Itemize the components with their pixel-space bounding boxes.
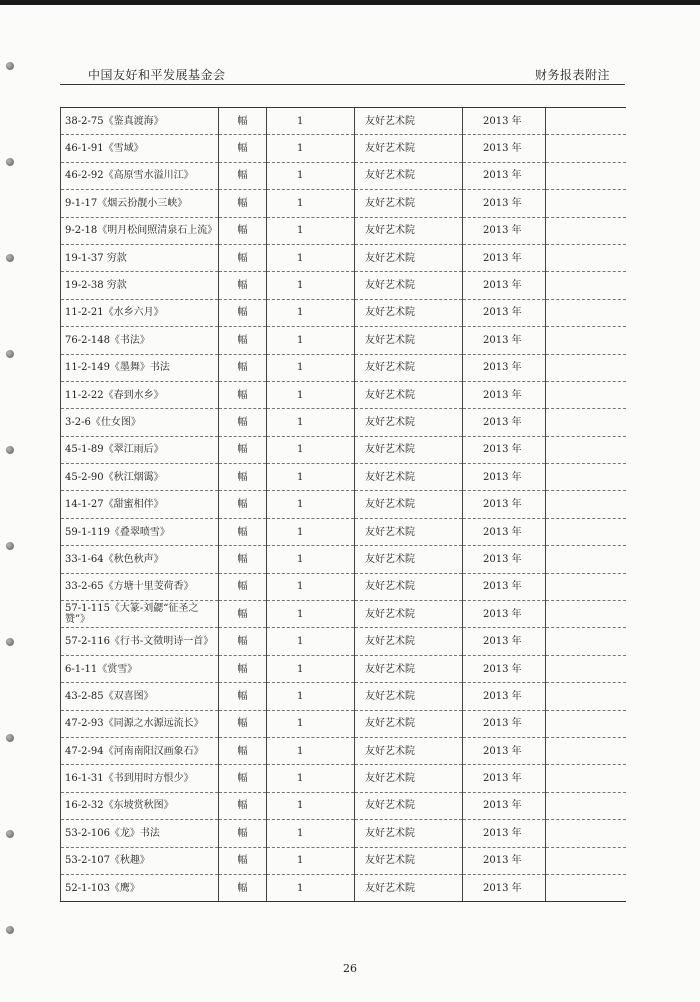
cell-item: 53-2-106《龙》书法: [61, 820, 219, 847]
cell-item: 14-1-27《甜蜜相伴》: [61, 491, 219, 518]
cell-year: 2013 年: [463, 464, 546, 491]
cell-holder: 友好艺术院: [355, 847, 463, 874]
cell-year: 2013 年: [463, 381, 546, 408]
cell-year: 2013 年: [463, 108, 546, 135]
organization-name: 中国友好和平发展基金会: [88, 68, 226, 82]
cell-qty: 1: [267, 792, 355, 819]
cell-item: 45-2-90《秋江烟霭》: [61, 464, 219, 491]
cell-blank: [546, 765, 626, 792]
cell-blank: [546, 792, 626, 819]
cell-year: 2013 年: [463, 628, 546, 655]
cell-item: 53-2-107《秋趣》: [61, 847, 219, 874]
cell-unit: 幅: [219, 518, 267, 545]
cell-item: 33-1-64《秋色秋声》: [61, 546, 219, 573]
cell-blank: [546, 847, 626, 874]
cell-qty: 1: [267, 272, 355, 299]
page-number: 26: [343, 962, 357, 975]
cell-qty: 1: [267, 573, 355, 600]
cell-year: 2013 年: [463, 162, 546, 189]
cell-unit: 幅: [219, 601, 267, 628]
cell-holder: 友好艺术院: [355, 601, 463, 628]
cell-item: 16-2-32《东坡赏秋图》: [61, 792, 219, 819]
cell-blank: [546, 820, 626, 847]
cell-unit: 幅: [219, 409, 267, 436]
cell-holder: 友好艺术院: [355, 272, 463, 299]
cell-item: 3-2-6《仕女图》: [61, 409, 219, 436]
cell-blank: [546, 190, 626, 217]
binder-hole-icon: [6, 542, 14, 550]
table-row: [61, 546, 626, 573]
table-row: [61, 792, 626, 819]
cell-holder: 友好艺术院: [355, 464, 463, 491]
cell-year: 2013 年: [463, 327, 546, 354]
table-row: [61, 710, 626, 737]
cell-qty: 1: [267, 546, 355, 573]
cell-blank: [546, 464, 626, 491]
cell-holder: 友好艺术院: [355, 190, 463, 217]
table-row: [61, 135, 626, 162]
cell-holder: 友好艺术院: [355, 244, 463, 271]
binder-hole-icon: [6, 446, 14, 454]
table-row: [61, 162, 626, 189]
cell-blank: [546, 409, 626, 436]
cell-blank: [546, 601, 626, 628]
cell-unit: 幅: [219, 737, 267, 764]
cell-year: 2013 年: [463, 354, 546, 381]
binder-hole-icon: [6, 638, 14, 646]
cell-blank: [546, 217, 626, 244]
cell-holder: 友好艺术院: [355, 655, 463, 682]
cell-holder: 友好艺术院: [355, 518, 463, 545]
table-row: [61, 874, 626, 901]
collection-table-body: [61, 108, 626, 902]
cell-qty: 1: [267, 601, 355, 628]
cell-item: 6-1-11《赏雪》: [61, 655, 219, 682]
cell-unit: 幅: [219, 272, 267, 299]
cell-qty: 1: [267, 737, 355, 764]
cell-unit: 幅: [219, 792, 267, 819]
cell-blank: [546, 354, 626, 381]
cell-year: 2013 年: [463, 573, 546, 600]
table-row: [61, 601, 626, 628]
cell-item: 11-2-22《春到水乡》: [61, 381, 219, 408]
binder-hole-icon: [6, 734, 14, 742]
table-row: [61, 464, 626, 491]
binder-hole-icon: [6, 830, 14, 838]
cell-qty: 1: [267, 354, 355, 381]
cell-year: 2013 年: [463, 710, 546, 737]
cell-year: 2013 年: [463, 217, 546, 244]
table-row: [61, 381, 626, 408]
cell-item: 47-2-93《同源之水源远流长》: [61, 710, 219, 737]
cell-unit: 幅: [219, 820, 267, 847]
cell-holder: 友好艺术院: [355, 546, 463, 573]
binder-hole-icon: [6, 62, 14, 70]
cell-year: 2013 年: [463, 874, 546, 901]
table-row: [61, 820, 626, 847]
cell-unit: 幅: [219, 874, 267, 901]
cell-holder: 友好艺术院: [355, 765, 463, 792]
cell-qty: 1: [267, 190, 355, 217]
table-row: [61, 683, 626, 710]
cell-item: 38-2-75《鉴真渡海》: [61, 108, 219, 135]
cell-year: 2013 年: [463, 491, 546, 518]
cell-year: 2013 年: [463, 409, 546, 436]
cell-qty: 1: [267, 518, 355, 545]
cell-blank: [546, 573, 626, 600]
table-row: [61, 491, 626, 518]
cell-unit: 幅: [219, 217, 267, 244]
cell-holder: 友好艺术院: [355, 327, 463, 354]
cell-qty: 1: [267, 464, 355, 491]
cell-unit: 幅: [219, 299, 267, 326]
table-row: [61, 409, 626, 436]
table-row: [61, 272, 626, 299]
table-row: [61, 628, 626, 655]
cell-item: 11-2-21《水乡六月》: [61, 299, 219, 326]
cell-year: 2013 年: [463, 765, 546, 792]
cell-holder: 友好艺术院: [355, 737, 463, 764]
cell-unit: 幅: [219, 573, 267, 600]
cell-unit: 幅: [219, 710, 267, 737]
cell-item: 52-1-103《鹰》: [61, 874, 219, 901]
cell-item: 33-2-65《方塘十里芰荷香》: [61, 573, 219, 600]
cell-item: 43-2-85《双喜图》: [61, 683, 219, 710]
cell-year: 2013 年: [463, 655, 546, 682]
cell-year: 2013 年: [463, 792, 546, 819]
cell-year: 2013 年: [463, 518, 546, 545]
cell-unit: 幅: [219, 683, 267, 710]
table-row: [61, 655, 626, 682]
cell-unit: 幅: [219, 491, 267, 518]
cell-qty: 1: [267, 491, 355, 518]
cell-item: 11-2-149《墨舞》书法: [61, 354, 219, 381]
table-row: [61, 244, 626, 271]
cell-unit: 幅: [219, 464, 267, 491]
cell-qty: 1: [267, 655, 355, 682]
section-title: 财务报表附注: [534, 68, 610, 82]
cell-qty: 1: [267, 244, 355, 271]
cell-qty: 1: [267, 436, 355, 463]
cell-unit: 幅: [219, 244, 267, 271]
cell-holder: 友好艺术院: [355, 381, 463, 408]
cell-year: 2013 年: [463, 683, 546, 710]
cell-year: 2013 年: [463, 299, 546, 326]
cell-unit: 幅: [219, 847, 267, 874]
cell-blank: [546, 135, 626, 162]
cell-holder: 友好艺术院: [355, 162, 463, 189]
cell-blank: [546, 381, 626, 408]
cell-qty: 1: [267, 683, 355, 710]
cell-unit: 幅: [219, 162, 267, 189]
cell-blank: [546, 737, 626, 764]
cell-qty: 1: [267, 628, 355, 655]
cell-item: 57-1-115《大篆-刘勰“征圣之赞”》: [61, 601, 219, 628]
table-row: [61, 108, 626, 135]
cell-item: 19-1-37 穷款: [61, 244, 219, 271]
cell-blank: [546, 628, 626, 655]
cell-blank: [546, 272, 626, 299]
cell-holder: 友好艺术院: [355, 135, 463, 162]
binder-hole-icon: [6, 350, 14, 358]
cell-blank: [546, 299, 626, 326]
cell-qty: 1: [267, 874, 355, 901]
scan-top-edge: [0, 0, 700, 5]
cell-qty: 1: [267, 381, 355, 408]
cell-unit: 幅: [219, 108, 267, 135]
cell-item: 76-2-148《书法》: [61, 327, 219, 354]
cell-year: 2013 年: [463, 546, 546, 573]
collection-table: [60, 107, 626, 902]
cell-blank: [546, 683, 626, 710]
cell-holder: 友好艺术院: [355, 491, 463, 518]
cell-blank: [546, 491, 626, 518]
cell-blank: [546, 710, 626, 737]
cell-qty: 1: [267, 217, 355, 244]
table-row: [61, 765, 626, 792]
cell-holder: 友好艺术院: [355, 436, 463, 463]
cell-unit: 幅: [219, 628, 267, 655]
cell-holder: 友好艺术院: [355, 710, 463, 737]
cell-item: 46-1-91《雪域》: [61, 135, 219, 162]
cell-blank: [546, 244, 626, 271]
cell-item: 9-1-17《烟云扮靓小三峡》: [61, 190, 219, 217]
cell-qty: 1: [267, 327, 355, 354]
cell-holder: 友好艺术院: [355, 573, 463, 600]
cell-holder: 友好艺术院: [355, 217, 463, 244]
cell-unit: 幅: [219, 354, 267, 381]
cell-item: 57-2-116《行书-文徵明诗一首》: [61, 628, 219, 655]
table-row: [61, 518, 626, 545]
cell-qty: 1: [267, 299, 355, 326]
cell-qty: 1: [267, 135, 355, 162]
table-row: [61, 327, 626, 354]
cell-item: 9-2-18《明月松间照清泉石上流》: [61, 217, 219, 244]
cell-year: 2013 年: [463, 601, 546, 628]
cell-year: 2013 年: [463, 820, 546, 847]
binder-hole-icon: [6, 158, 14, 166]
cell-unit: 幅: [219, 765, 267, 792]
table-row: [61, 299, 626, 326]
cell-item: 47-2-94《河南南阳汉画象石》: [61, 737, 219, 764]
cell-unit: 幅: [219, 190, 267, 217]
cell-holder: 友好艺术院: [355, 874, 463, 901]
binder-hole-icon: [6, 926, 14, 934]
cell-holder: 友好艺术院: [355, 299, 463, 326]
cell-blank: [546, 108, 626, 135]
cell-holder: 友好艺术院: [355, 683, 463, 710]
cell-qty: 1: [267, 847, 355, 874]
cell-blank: [546, 436, 626, 463]
table-row: [61, 190, 626, 217]
binder-hole-icon: [6, 254, 14, 262]
cell-blank: [546, 546, 626, 573]
cell-qty: 1: [267, 765, 355, 792]
cell-blank: [546, 655, 626, 682]
cell-holder: 友好艺术院: [355, 792, 463, 819]
table-row: [61, 436, 626, 463]
cell-qty: 1: [267, 162, 355, 189]
cell-blank: [546, 874, 626, 901]
table-row: [61, 217, 626, 244]
cell-year: 2013 年: [463, 244, 546, 271]
cell-year: 2013 年: [463, 436, 546, 463]
cell-item: 59-1-119《叠翠喷雪》: [61, 518, 219, 545]
cell-item: 19-2-38 穷款: [61, 272, 219, 299]
cell-item: 16-1-31《书到用时方恨少》: [61, 765, 219, 792]
cell-holder: 友好艺术院: [355, 354, 463, 381]
cell-qty: 1: [267, 820, 355, 847]
cell-year: 2013 年: [463, 190, 546, 217]
table-row: [61, 847, 626, 874]
cell-item: 46-2-92《高原雪水溢川江》: [61, 162, 219, 189]
cell-unit: 幅: [219, 381, 267, 408]
header-divider: [60, 84, 625, 85]
cell-blank: [546, 518, 626, 545]
cell-year: 2013 年: [463, 135, 546, 162]
cell-year: 2013 年: [463, 737, 546, 764]
table-row: [61, 573, 626, 600]
cell-blank: [546, 162, 626, 189]
cell-holder: 友好艺术院: [355, 409, 463, 436]
cell-holder: 友好艺术院: [355, 820, 463, 847]
cell-unit: 幅: [219, 327, 267, 354]
cell-unit: 幅: [219, 546, 267, 573]
cell-holder: 友好艺术院: [355, 108, 463, 135]
table-row: [61, 354, 626, 381]
cell-holder: 友好艺术院: [355, 628, 463, 655]
cell-unit: 幅: [219, 135, 267, 162]
cell-qty: 1: [267, 108, 355, 135]
cell-unit: 幅: [219, 655, 267, 682]
cell-blank: [546, 327, 626, 354]
cell-qty: 1: [267, 710, 355, 737]
table-row: [61, 737, 626, 764]
cell-year: 2013 年: [463, 272, 546, 299]
cell-unit: 幅: [219, 436, 267, 463]
cell-year: 2013 年: [463, 847, 546, 874]
cell-qty: 1: [267, 409, 355, 436]
cell-item: 45-1-89《翠江雨后》: [61, 436, 219, 463]
